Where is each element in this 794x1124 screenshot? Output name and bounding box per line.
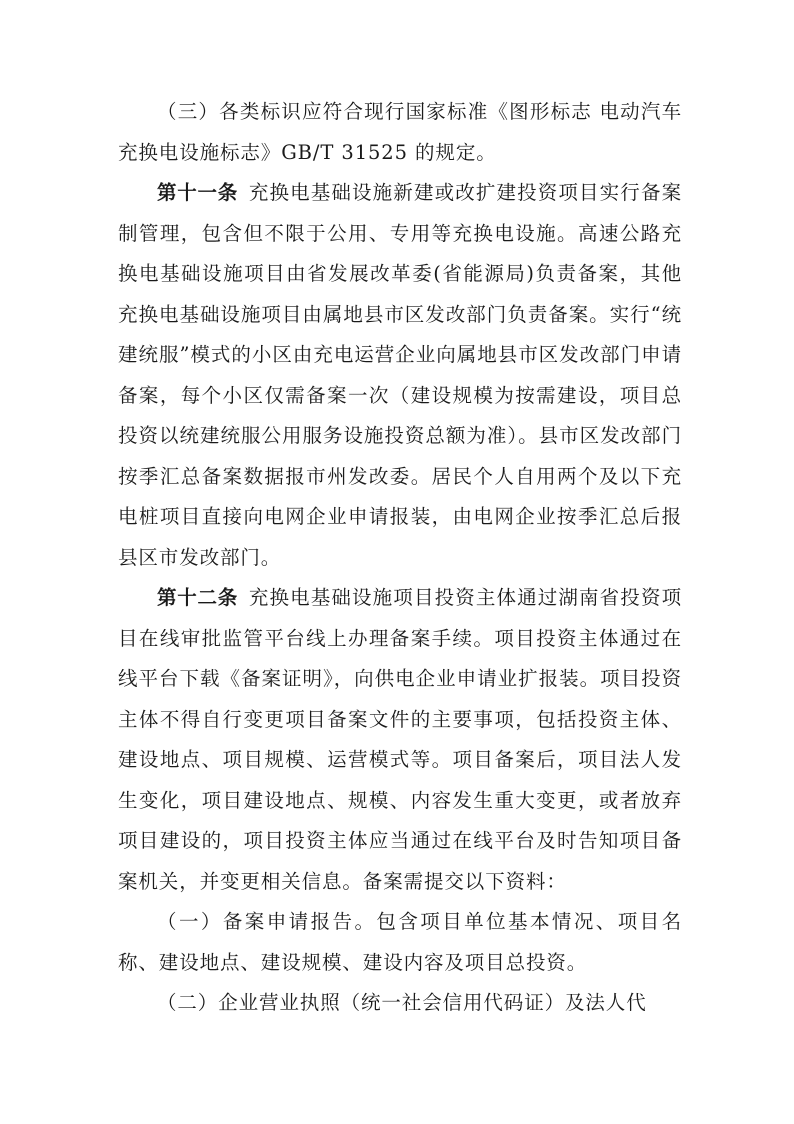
article-heading: 第十二条 <box>157 586 238 609</box>
paragraph-text: （三）各类标识应符合现行国家标准《图形标志 电动汽车充换电设施标志》GB/T 31525 的规定。 <box>118 100 682 164</box>
paragraph-text: 充换电基础设施新建或改扩建投资项目实行备案制管理，包含但不限于公用、专用等充换电设施。高速公路充换电基础设施项目由省发展改革委(省能源局)负责备案，其他充换电基础设施项目由属地县市区发改部门负责备案。实行“统建统服”模式的小区由充电运营企业向属地县市区发改部门申请备案，每个小区仅需备案一次（建设规模为按需建设，项目总投资以统建统服公用服务设施投资总额为准）。县市区发改部门按季汇总备案数据报市州发改委。居民个人自用两个及以下充电桩项目直接向电网企业申请报装，由电网企业按季汇总后报县区市发改部门。 <box>118 181 682 569</box>
paragraph-text: （一）备案申请报告。包含项目单位基本情况、项目名称、建设地点、建设规模、建设内容及项目总投资。 <box>118 910 682 974</box>
paragraph-item-2 <box>118 983 682 1024</box>
article-heading: 第十一条 <box>157 181 238 204</box>
paragraph-article-12 <box>118 578 682 902</box>
paragraph-standard-labels <box>118 92 682 173</box>
paragraph-text: （二）企业营业执照（统一社会信用代码证）及法人代 <box>157 991 647 1014</box>
paragraph-text: 充换电基础设施项目投资主体通过湖南省投资项目在线审批监管平台线上办理备案手续。项目投资主体通过在线平台下载《备案证明》，向供电企业申请业扩报装。项目投资主体不得自行变更项目备案文件的主要事项，包括投资主体、建设地点、项目规模、运营模式等。项目备案后，项目法人发生变化，项目建设地点、规模、内容发生重大变更，或者放弃项目建设的，项目投资主体应当通过在线平台及时告知项目备案机关，并变更相关信息。备案需提交以下资料： <box>118 586 682 893</box>
paragraph-article-11 <box>118 173 682 578</box>
paragraph-item-1 <box>118 902 682 983</box>
